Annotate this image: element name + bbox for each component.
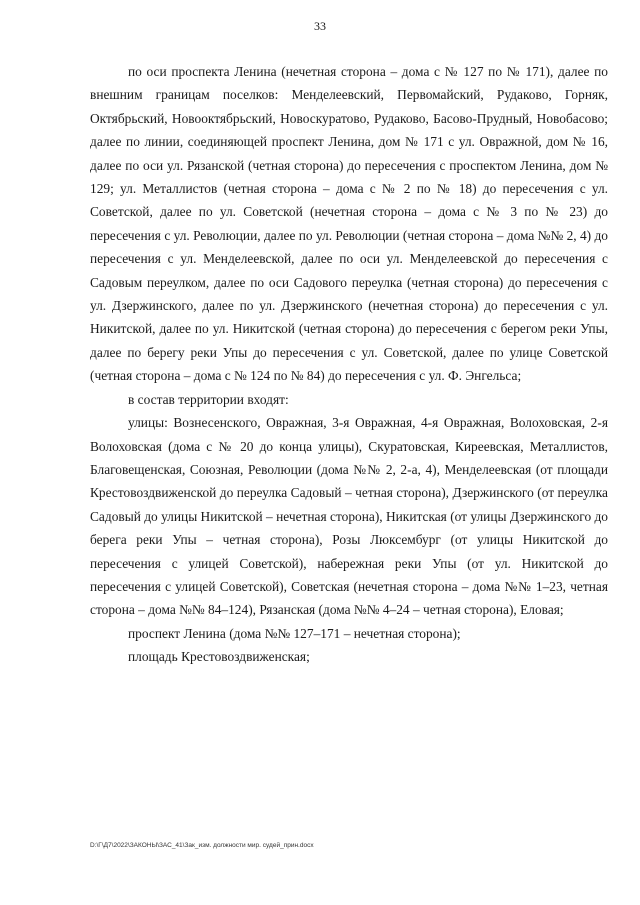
- paragraph-boundary-description: по оси проспекта Ленина (нечетная сторона – дома с № 127 по № 171), далее по внешним границам поселков: Менделеевский, Первомайский, Рудаково, Горняк, Октябрьский, Новооктябрьский, Новоскуратово, Рудаково, Басово-Прудный, Новобасово; далее по линии, соединяющей проспект Ленина, дом № 171 с ул. Овражной, дом № 16, далее по оси ул. Рязанской (четная сторона) до пересечения с проспектом Ленина, дом № 129; ул. Металлистов (четная сторона – дома с № 2 по № 18) до пересечения с ул. Советской, далее по ул. Советской (нечетная сторона – дома с № 3 по № 23) до пересечения с ул. Революции, далее по ул. Революции (четная сторона – дома №№ 2, 4) до пересечения с ул. Менделеевской, далее по оси ул. Менделеевской до пересечения с Садовым переулком, далее по оси Садового переулка (четная сторона) до пересечения с ул. Дзержинского, далее по ул. Дзержинского (нечетная сторона) до пересечения с ул. Никитской, далее по ул. Никитской (четная сторона) до пересечения с берегом реки Упы, далее по берегу реки Упы до пересечения с ул. Советской, далее по улице Советской (четная сторона – дома с № 124 по № 84) до пересечения с ул. Ф. Энгельса;: [90, 64, 608, 384]
- paragraph-streets-list: улицы: Вознесенского, Овражная, 3-я Овражная, 4-я Овражная, Волоховская, 2-я Волоховская (дома с № 20 до конца улицы), Скуратовская, Киреевская, Металлистов, Благовещенская, Союзная, Революции (дома №№ 2, 2-а, 4), Менделеевская (от площади Крестовоздвиженской до переулка Садовый – четная сторона), Дзержинского (от переулка Садовый до улицы Никитской – нечетная сторона), Никитская (от улицы Дзержинского до берега реки Упы – четная сторона), Розы Люксембург (от улицы Никитской до пересечения с улицей Советской), набережная реки Упы (от ул. Никитской до пересечения с улицей Советской), Советская (нечетная сторона – дома №№ 1–23, четная сторона – дома №№ 84–124), Рязанская (дома №№ 4–24 – четная сторона), Еловая;: [90, 415, 608, 618]
- paragraph-territory-intro: в состав территории входят:: [128, 391, 289, 407]
- paragraph-krestovozdvizhenskaya-square: площадь Крестовоздвиженская;: [128, 649, 310, 665]
- page-number: 33: [314, 19, 326, 33]
- document-body: [90, 60, 608, 669]
- paragraph-lenin-avenue: проспект Ленина (дома №№ 127–171 – нечетная сторона);: [128, 625, 461, 641]
- footer-file-path: D:\Г\Д7\2022\ЗАКОНЫ\ЗАС_41\Зак_изм. должности мир. судей_прин.docx: [90, 842, 314, 849]
